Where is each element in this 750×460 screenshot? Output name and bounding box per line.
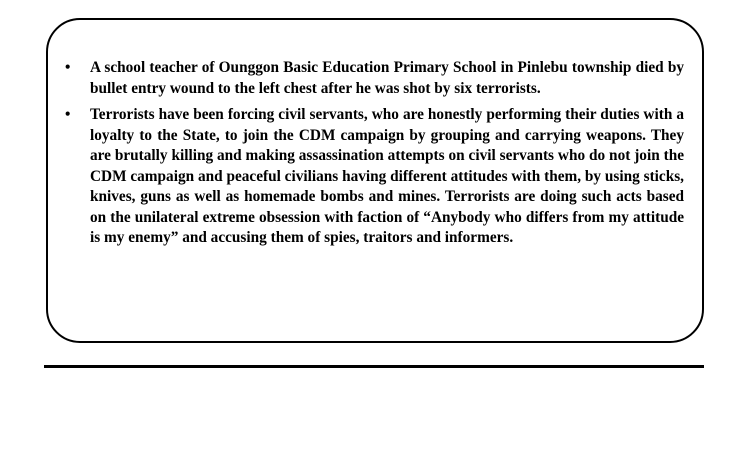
- bullet-icon: •: [65, 59, 71, 76]
- horizontal-divider: [44, 365, 704, 368]
- bullet-list: [65, 58, 684, 255]
- list-item-text: Terrorists have been forcing civil servants, who are honestly performing their duties with a loyalty to the State, to join the CDM campaign by grouping and carrying weapons. They are brutally killing and making assassination attempts on civil servants who do not join the CDM campaign and peaceful civilians having different attitudes with them, by using sticks, knives, guns as well as homemade bombs and mines. Terrorists are doing such acts based on the unilateral extreme obsession with faction of “Anybody who differs from my attitude is my enemy” and accusing them of spies, traitors and informers.: [90, 106, 684, 246]
- list-item: [65, 58, 684, 99]
- list-item: [65, 105, 684, 249]
- rounded-text-box: [46, 18, 704, 343]
- bullet-icon: •: [65, 106, 71, 123]
- list-item-text: A school teacher of Ounggon Basic Education Primary School in Pinlebu township died by bullet entry wound to the left chest after he was shot by six terrorists.: [90, 59, 684, 97]
